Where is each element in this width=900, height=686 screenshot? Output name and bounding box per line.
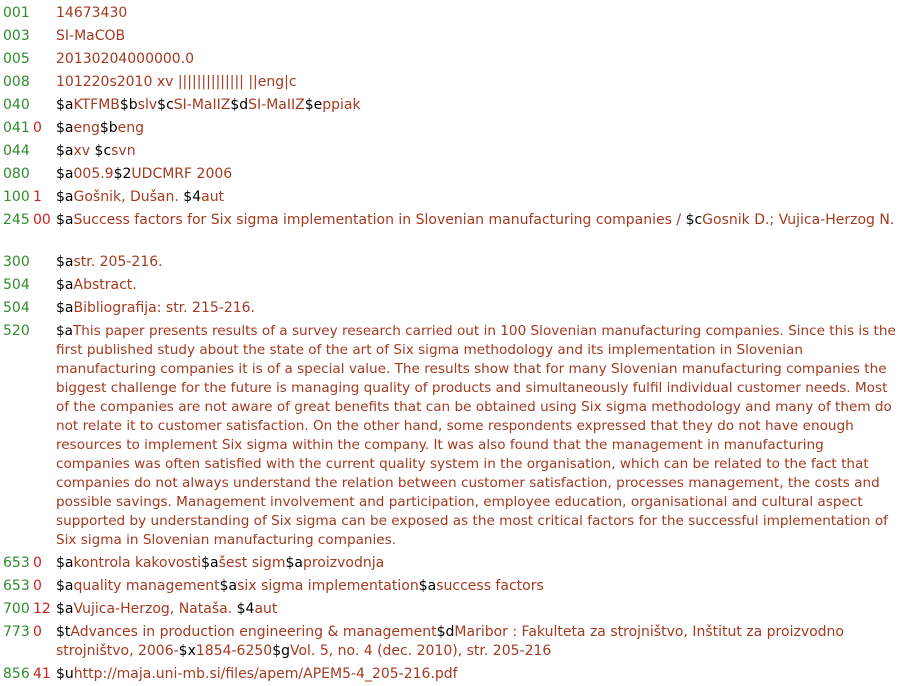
subfield-value: šest sigm xyxy=(218,555,286,571)
field-indicators: 41 xyxy=(33,666,51,682)
subfield-code: $a xyxy=(56,97,74,113)
field-tag: 044 xyxy=(3,143,30,159)
field-tag: 653 xyxy=(3,555,30,571)
field-content xyxy=(56,96,898,115)
field-content xyxy=(56,27,898,46)
subfield-code: $e xyxy=(304,97,323,113)
subfield-code: $a xyxy=(56,120,74,136)
field-tag: 653 xyxy=(3,578,30,594)
field-content xyxy=(56,299,898,318)
field-indicators: 0 xyxy=(33,624,42,640)
subfield-value: Bibliografija: str. 215-216. xyxy=(73,300,256,316)
subfield-code: $u xyxy=(56,666,74,682)
field-tag: 700 xyxy=(3,601,30,617)
field-tag: 300 xyxy=(3,254,30,270)
field-content xyxy=(56,623,898,661)
field-tag: 100 xyxy=(3,189,30,205)
subfield-code: $b xyxy=(99,120,118,136)
subfield-code: $a xyxy=(56,323,73,339)
subfield-code: $a xyxy=(56,212,74,228)
subfield-value: svn xyxy=(111,143,136,159)
subfield-code: $a xyxy=(285,555,303,571)
subfield-value: kontrola kakovosti xyxy=(73,555,202,571)
field-tag: 520 xyxy=(3,323,30,339)
subfield-value: str. 205-216. xyxy=(73,254,163,270)
subfield-code: $a xyxy=(56,578,74,594)
field-tag: 504 xyxy=(3,300,30,316)
field-tag: 773 xyxy=(3,624,30,640)
field-tag: 003 xyxy=(3,28,30,44)
subfield-value: Vujica-Herzog, Nataša. xyxy=(73,601,237,617)
field-tag: 504 xyxy=(3,277,30,293)
field-content xyxy=(56,322,898,550)
field-indicators: 00 xyxy=(33,212,51,228)
subfield-value: proizvodnja xyxy=(302,555,385,571)
subfield-value: Gosnik D.; Vujica-Herzog N. xyxy=(702,212,895,228)
field-indicators: 0 xyxy=(33,120,42,136)
field-content xyxy=(56,188,898,207)
subfield-code: $x xyxy=(178,643,196,659)
subfield-value: eng xyxy=(117,120,145,136)
field-content xyxy=(56,73,898,92)
field-content xyxy=(56,665,898,684)
subfield-value: aut xyxy=(201,189,225,205)
subfield-code: $2 xyxy=(113,166,132,182)
subfield-code: $a xyxy=(56,555,74,571)
subfield-code: $g xyxy=(272,643,290,659)
subfield-value: ppiak xyxy=(322,97,361,113)
subfield-value: Abstract. xyxy=(73,277,137,293)
field-tag: 080 xyxy=(3,166,30,182)
field-tag: 041 xyxy=(3,120,30,136)
subfield-value: http://maja.uni-mb.si/files/apem/APEM5-4_205-216.pdf xyxy=(73,666,458,682)
subfield-code: $4 xyxy=(236,601,255,617)
field-tag: 001 xyxy=(3,5,30,21)
subfield-code: $a xyxy=(418,578,437,594)
subfield-value: 20130204000000.0 xyxy=(56,51,195,67)
field-tag: 856 xyxy=(3,666,30,682)
subfield-value: 005.9 xyxy=(73,166,114,182)
subfield-code: $a xyxy=(56,300,74,316)
field-content xyxy=(56,4,898,23)
subfield-code: $4 xyxy=(183,189,202,205)
field-content xyxy=(56,554,898,573)
field-content xyxy=(56,119,898,138)
field-indicators: 12 xyxy=(33,601,51,617)
subfield-value: Success factors for Six sigma implementation in Slovenian manufacturing companies / xyxy=(73,212,686,228)
subfield-value: This paper presents results of a survey research carried out in 100 Slovenian manufacturing companies. Since this is the first published study about the state of the art of Six sigma methodology and its implementation in Slovenian manufacturing companies it is of a special value. The results show that for many Slovenian manufacturing companies the biggest challenge for the future is managing quality of products and simultaneously fulfil individual customer needs. Most of the companies are not aware of great benefits that can be obtained using Six sigma methodology and many of them do not relate it to customer satisfaction. On the other hand, some respondents expressed that they do not have enough resources to implement Six sigma within the company. It was also found that the management in manufacturing companies was often satisfied with the current quality system in the organisation, which can be related to the fact that companies do not always understand the relation between customer satisfaction, processes management, the costs and possible savings. Management involvement and participation, employee education, organisational and cultural aspect supported by understanding of Six sigma can be exposed as the most critical factors for the successful implementation of Six sigma in Slovenian manufacturing companies. xyxy=(56,323,896,548)
subfield-code: $a xyxy=(201,555,219,571)
subfield-value: quality management xyxy=(73,578,220,594)
subfield-value: xv xyxy=(73,143,95,159)
subfield-code: $c xyxy=(94,143,112,159)
subfield-value: Advances in production engineering & management xyxy=(70,624,437,640)
subfield-value: 1854-6250 xyxy=(195,643,273,659)
subfield-code: $t xyxy=(56,624,71,640)
subfield-code: $c xyxy=(157,97,174,113)
subfield-code: $a xyxy=(56,254,74,270)
subfield-code: $d xyxy=(230,97,249,113)
field-content xyxy=(56,50,898,69)
subfield-value: Vol. 5, no. 4 (dec. 2010), str. 205-216 xyxy=(289,643,552,659)
subfield-code: $a xyxy=(219,578,238,594)
subfield-value: 14673430 xyxy=(56,5,128,21)
subfield-code: $a xyxy=(56,277,74,293)
subfield-value: 101220s2010 xv |||||||||||||| ||eng|c xyxy=(56,74,297,90)
subfield-value: UDCMRF 2006 xyxy=(131,166,233,182)
subfield-code: $a xyxy=(56,601,74,617)
field-tag: 008 xyxy=(3,74,30,90)
field-content xyxy=(56,211,898,230)
subfield-value: success factors xyxy=(436,578,544,594)
field-tag: 245 xyxy=(3,212,30,228)
subfield-value: SI-MaIIZ xyxy=(173,97,231,113)
field-tag: 005 xyxy=(3,51,30,67)
subfield-value: KTFMB xyxy=(73,97,120,113)
field-content xyxy=(56,253,898,272)
field-content xyxy=(56,600,898,619)
subfield-value: eng xyxy=(73,120,100,136)
field-content xyxy=(56,577,898,596)
field-content xyxy=(56,142,898,161)
subfield-code: $c xyxy=(685,212,703,228)
field-tag: 040 xyxy=(3,97,30,113)
subfield-value: six sigma implementation xyxy=(237,578,419,594)
subfield-code: $a xyxy=(56,189,74,205)
subfield-value: Gošnik, Dušan. xyxy=(73,189,184,205)
subfield-value: Maribor : Fakulteta za strojništvo, Inštitut za proizvodno strojništvo, 2006- xyxy=(56,624,844,659)
subfield-value: slv xyxy=(137,97,158,113)
subfield-value: SI-MaCOB xyxy=(56,28,126,44)
field-content xyxy=(56,276,898,295)
field-indicators: 0 xyxy=(33,555,42,571)
subfield-code: $b xyxy=(119,97,138,113)
field-indicators: 0 xyxy=(33,578,42,594)
subfield-code: $a xyxy=(56,166,74,182)
field-content xyxy=(56,165,898,184)
subfield-code: $d xyxy=(436,624,455,640)
field-indicators: 1 xyxy=(33,189,42,205)
subfield-value: SI-MaIIZ xyxy=(248,97,305,113)
subfield-code: $a xyxy=(56,143,74,159)
subfield-value: aut xyxy=(254,601,278,617)
